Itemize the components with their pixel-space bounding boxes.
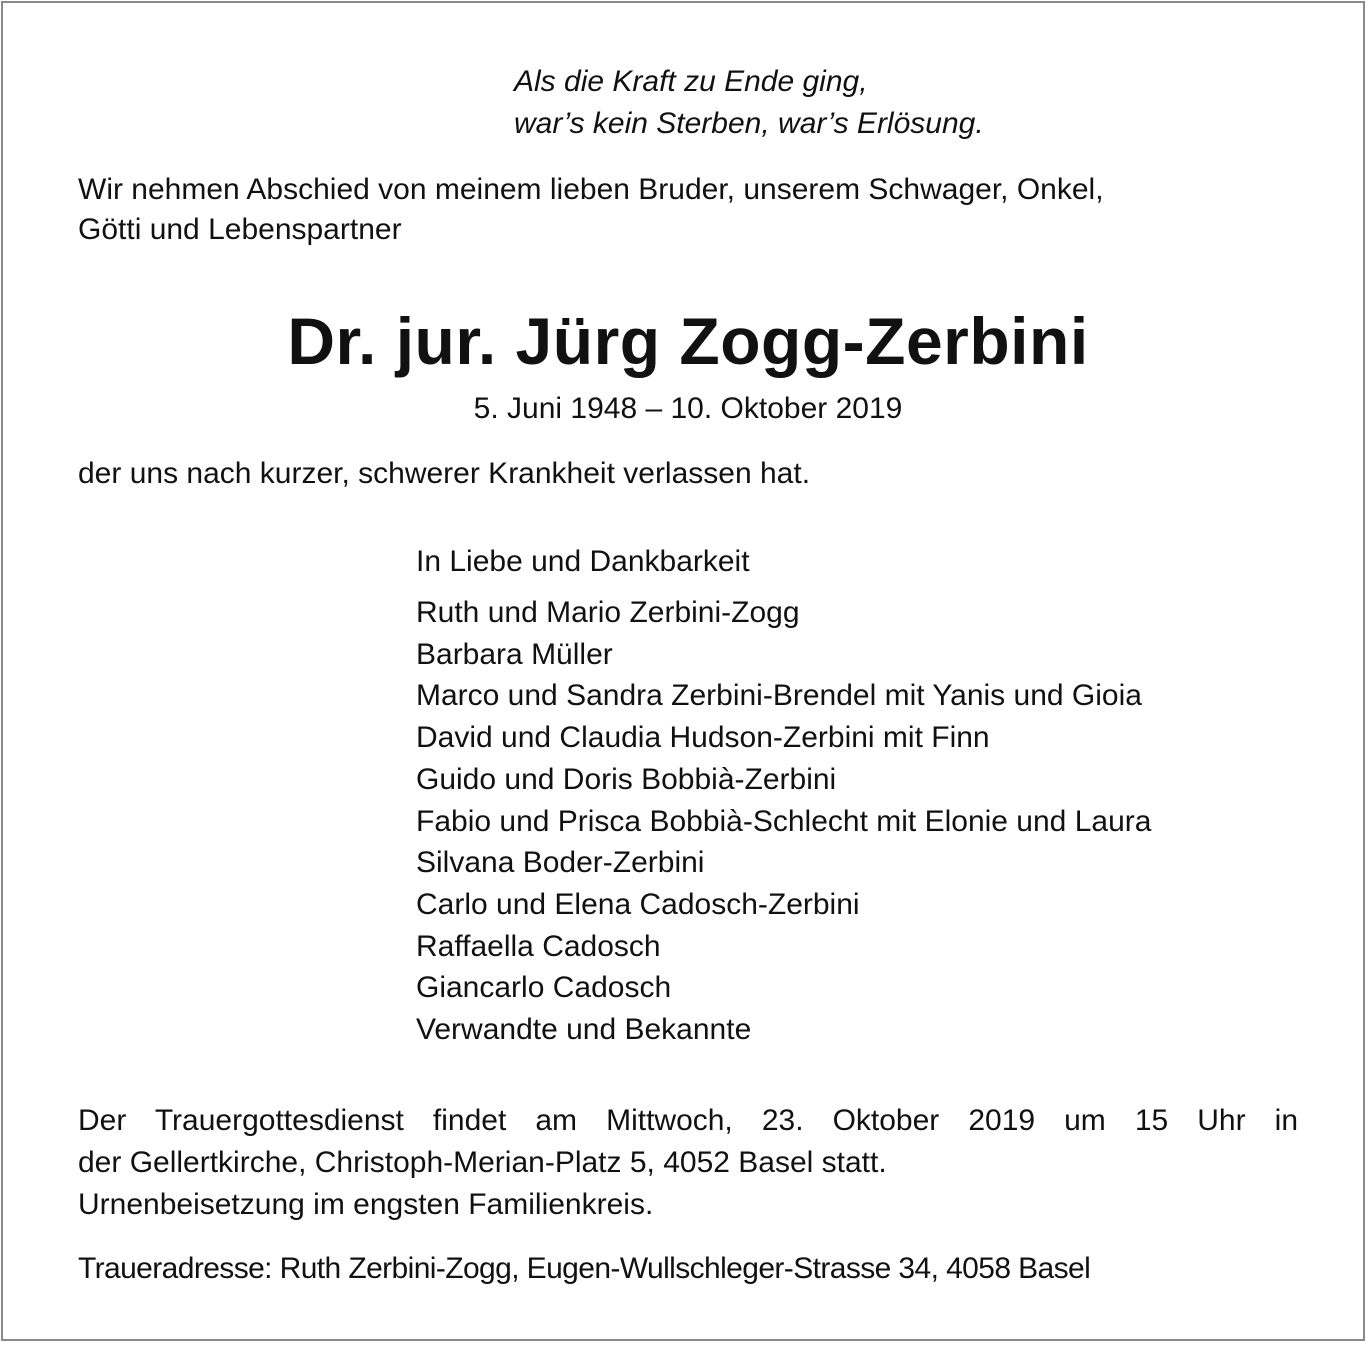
list-item: David und Claudia Hudson-Zerbini mit Finn bbox=[416, 721, 990, 755]
obituary-frame bbox=[1, 1, 1365, 1341]
departure-text: der uns nach kurzer, schwerer Krankheit verlassen hat. bbox=[78, 457, 811, 490]
intro-paragraph bbox=[78, 170, 1300, 250]
motto-line-2: war’s kein Sterben, war’s Erlösung. bbox=[514, 107, 984, 140]
list-item: Ruth und Mario Zerbini-Zogg bbox=[416, 596, 800, 629]
list-item: Raffaella Cadosch bbox=[416, 929, 661, 963]
mourners-greeting: In Liebe und Dankbarkeit bbox=[416, 545, 750, 578]
list-item: Carlo und Elena Cadosch-Zerbini bbox=[416, 887, 860, 921]
life-dates: 5. Juni 1948 – 10. Oktober 2019 bbox=[473, 392, 903, 425]
list-item: Barbara Müller bbox=[416, 637, 613, 671]
service-info bbox=[78, 1100, 1298, 1226]
deceased-name: Dr. jur. Jürg Zogg-Zerbini bbox=[287, 304, 1089, 378]
list-item: Giancarlo Cadosch bbox=[416, 971, 672, 1005]
service-line-2: der Gellertkirche, Christoph-Merian-Platz 5, 4052 Basel statt. bbox=[78, 1146, 887, 1179]
list-item: Verwandte und Bekannte bbox=[416, 1013, 752, 1047]
mourners-list bbox=[416, 592, 1151, 1051]
list-item: Marco und Sandra Zerbini-Brendel mit Yanis und Gioia bbox=[416, 679, 1142, 713]
motto-line-1: Als die Kraft zu Ende ging, bbox=[514, 65, 868, 98]
list-item: Silvana Boder-Zerbini bbox=[416, 846, 705, 880]
service-line-3: Urnenbeisetzung im engsten Familienkreis. bbox=[78, 1188, 654, 1221]
service-line-1: Der Trauergottesdienst findet am Mittwoch, 23. Oktober 2019 um 15 Uhr in bbox=[78, 1104, 1298, 1137]
mourners-block bbox=[416, 542, 1151, 1051]
intro-line-2: Götti und Lebenspartner bbox=[78, 213, 402, 246]
list-item: Guido und Doris Bobbià-Zerbini bbox=[416, 762, 837, 796]
list-item: Fabio und Prisca Bobbià-Schlecht mit Elonie und Laura bbox=[416, 804, 1152, 838]
intro-line-1: Wir nehmen Abschied von meinem lieben Bruder, unserem Schwager, Onkel, bbox=[78, 173, 1104, 206]
motto-quote bbox=[514, 61, 984, 145]
mourning-address: Traueradresse: Ruth Zerbini-Zogg, Eugen-Wullschleger-Strasse 34, 4058 Basel bbox=[78, 1252, 1091, 1285]
